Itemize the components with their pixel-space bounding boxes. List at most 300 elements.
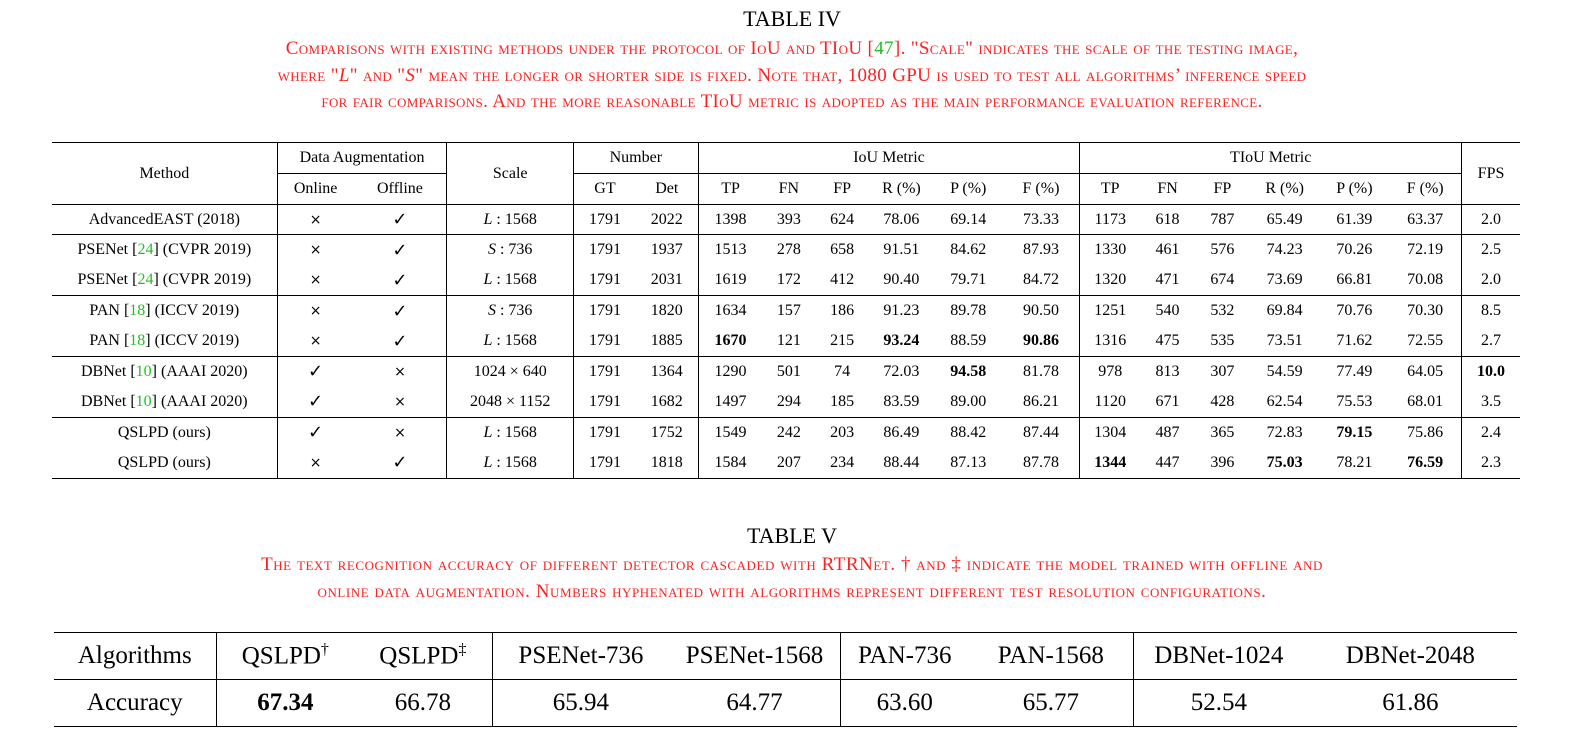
- algorithm-name: PSENet-1568: [685, 642, 824, 669]
- tiou-r-cell: 62.54: [1266, 392, 1303, 410]
- header-iou-tp: TP: [698, 174, 762, 205]
- gt-cell: 1791: [574, 417, 636, 447]
- table5-label: TABLE V: [746, 523, 838, 548]
- tiou-p-cell: 66.81: [1336, 271, 1373, 289]
- iou-fn-cell: 172: [776, 271, 801, 289]
- fps-cell: 2.0: [1462, 265, 1520, 295]
- algorithm-header: [1134, 633, 1304, 680]
- det-cell: 2031: [650, 271, 683, 289]
- caption-segment: " and ": [349, 64, 406, 86]
- gt-cell: 1791: [574, 356, 636, 386]
- citation: 18: [129, 332, 146, 349]
- iou-p-cell: 88.42: [934, 417, 1003, 447]
- method-name: DBNet [: [81, 362, 136, 380]
- det-cell: 1885: [650, 332, 683, 349]
- citation: 24: [137, 271, 154, 289]
- fps-cell: 2.5: [1462, 235, 1520, 265]
- tiou-r-cell: 69.84: [1250, 296, 1320, 326]
- algorithm-header: [1304, 633, 1517, 680]
- table5-caption: [0, 552, 1584, 605]
- scale-cell: [447, 356, 574, 386]
- method-venue: ] (ICCV 2019): [145, 332, 240, 349]
- header-online: Online: [277, 174, 353, 205]
- method-name: AdvancedEAST (2018): [88, 210, 240, 228]
- scale-cell: [447, 326, 574, 356]
- table4-label: TABLE IV: [743, 6, 841, 31]
- cross-icon: ×: [309, 242, 322, 259]
- scale-side: L: [483, 423, 493, 441]
- iou-p-cell: 69.14: [934, 205, 1003, 235]
- offline-cell: [354, 265, 447, 295]
- cross-icon: ×: [309, 333, 322, 349]
- citation: 24: [137, 241, 154, 259]
- tiou-p-cell: 77.49: [1320, 356, 1390, 386]
- row-label-algorithms: Algorithms: [54, 633, 216, 680]
- method-name: PSENet [: [77, 271, 138, 289]
- fps-cell: 2.4: [1462, 417, 1520, 447]
- tiou-tp-cell: 1173: [1080, 205, 1140, 235]
- offline-cell: [354, 448, 447, 478]
- table-row: [52, 326, 1520, 356]
- iou-f-cell: 84.72: [1022, 271, 1059, 289]
- iou-p-cell: 79.71: [950, 271, 987, 289]
- algorithm-name: QSLPD: [241, 642, 321, 670]
- check-icon: ✓: [392, 269, 408, 291]
- scale-value: 2048 × 1152: [469, 392, 551, 410]
- online-cell: [277, 448, 353, 478]
- method-cell: [52, 296, 277, 326]
- tiou-tp-cell: 1330: [1080, 235, 1140, 265]
- caption-segment: " mean the longer or shorter side is fixed. Note that, 1080 GPU is used to test all algorithms’ inference speed: [415, 64, 1307, 86]
- check-icon: ✓: [392, 239, 408, 261]
- tiou-tp-cell: 1251: [1080, 296, 1140, 326]
- tiou-p-cell: 70.26: [1320, 235, 1390, 265]
- scale-side: S: [487, 302, 496, 320]
- caption-segment: Comparisons with existing methods under the protocol of IoU and TIoU [: [285, 38, 875, 59]
- tiou-r-cell: 65.49: [1250, 205, 1320, 235]
- det-cell: 2022: [636, 205, 698, 235]
- tiou-fn-cell: 475: [1155, 332, 1180, 349]
- accuracy-table: [54, 632, 1517, 727]
- scale-side: L: [483, 453, 493, 471]
- tiou-r-cell: 72.83: [1250, 417, 1320, 447]
- iou-tp-cell: 1497: [698, 387, 762, 417]
- tiou-r-cell: 73.69: [1266, 271, 1303, 289]
- iou-fp-cell: 185: [830, 392, 855, 410]
- accuracy-value: 66.78: [394, 689, 451, 716]
- caption-segment: L: [338, 64, 350, 86]
- accuracy-value: 61.86: [1382, 689, 1439, 716]
- iou-r-cell: 91.23: [869, 296, 934, 326]
- tiou-p-cell: 70.76: [1320, 296, 1390, 326]
- scale-cell: [447, 387, 574, 417]
- cross-icon: ×: [394, 363, 406, 380]
- tiou-p-cell: 75.53: [1336, 392, 1373, 410]
- table-row: [52, 205, 1520, 235]
- offline-cell: [354, 387, 447, 417]
- cross-icon: ×: [309, 303, 322, 320]
- det-cell: 1937: [636, 235, 698, 265]
- citation: 10: [135, 362, 152, 380]
- method-venue: ] (AAAI 2020): [151, 392, 248, 410]
- table-row: [52, 265, 1520, 295]
- accuracy-value: 65.94: [492, 680, 669, 727]
- method-cell: [52, 265, 277, 295]
- iou-f-cell: 73.33: [1003, 205, 1080, 235]
- algorithm-name: DBNet-2048: [1345, 642, 1475, 669]
- iou-fn-cell: 121: [776, 332, 801, 349]
- online-cell: [277, 387, 353, 417]
- fps-cell: 3.5: [1462, 387, 1520, 417]
- offline-cell: [354, 417, 447, 447]
- iou-tp-cell: 1584: [698, 448, 762, 478]
- iou-f-cell: 87.78: [1022, 453, 1059, 471]
- accuracy-value: 64.77: [726, 689, 783, 716]
- table-row: [52, 356, 1520, 386]
- accuracy-value: 67.34: [216, 680, 354, 727]
- tiou-fp-cell: 535: [1210, 332, 1235, 349]
- scale-cell: [447, 205, 574, 235]
- accuracy-value: 52.54: [1134, 680, 1304, 727]
- method-name: QSLPD (ours): [117, 453, 211, 471]
- online-cell: [277, 296, 353, 326]
- iou-r-cell: 86.49: [869, 417, 934, 447]
- method-venue: ] (CVPR 2019): [153, 241, 252, 259]
- method-cell: [52, 235, 277, 265]
- method-venue: ] (CVPR 2019): [153, 271, 252, 289]
- iou-f-cell: 87.44: [1003, 417, 1080, 447]
- header-iou-f: F (%): [1022, 180, 1060, 197]
- citation: 18: [129, 302, 146, 320]
- iou-tp-cell: 1513: [698, 235, 762, 265]
- offline-cell: [354, 296, 447, 326]
- method-name: QSLPD (ours): [117, 423, 211, 441]
- header-offline: Offline: [376, 180, 423, 197]
- dagger-mark: †: [320, 641, 329, 659]
- tiou-fp-cell: 674: [1210, 271, 1235, 289]
- iou-r-cell: 93.24: [883, 332, 920, 349]
- check-icon: ✓: [392, 452, 408, 474]
- iou-tp-cell: 1290: [698, 356, 762, 386]
- caption-segment: S: [405, 64, 416, 86]
- iou-fp-cell: 74: [815, 356, 869, 386]
- algorithm-header: [354, 633, 492, 680]
- tiou-fp-cell: 428: [1210, 392, 1235, 410]
- tiou-fn-cell: 540: [1140, 296, 1195, 326]
- tiou-tp-cell: 1120: [1080, 387, 1140, 417]
- table-row: [52, 387, 1520, 417]
- tiou-fp-cell: 576: [1195, 235, 1250, 265]
- header-fps: FPS: [1462, 143, 1520, 205]
- header-iou-p: P (%): [950, 180, 987, 197]
- header-tiou-metric: TIoU Metric: [1080, 143, 1462, 174]
- caption-segment: ]. "Scale" indicates the scale of the testing image,: [893, 38, 1299, 59]
- offline-cell: [354, 356, 447, 386]
- fps-cell: 10.0: [1462, 356, 1520, 386]
- scale-side: L: [483, 210, 493, 228]
- det-cell: 1364: [636, 356, 698, 386]
- scale-value: : 1568: [496, 332, 537, 349]
- online-cell: [277, 326, 353, 356]
- tiou-fp-cell: 532: [1195, 296, 1250, 326]
- table-row: [52, 235, 1520, 265]
- caption-segment: for fair comparisons. And the more reasonable TIoU metric is adopted as the main performance evaluation reference.: [321, 91, 1263, 112]
- header-data-augmentation: Data Augmentation: [277, 143, 447, 174]
- header-iou-r: R (%): [882, 180, 921, 197]
- citation: 10: [135, 392, 152, 410]
- scale-value: : 736: [499, 302, 533, 320]
- fps-cell: 2.7: [1462, 326, 1520, 356]
- iou-tp-cell: 1670: [698, 326, 762, 356]
- iou-f-cell: 90.50: [1003, 296, 1080, 326]
- check-icon: ✓: [392, 300, 408, 322]
- det-cell: 1752: [636, 417, 698, 447]
- header-iou-fp: FP: [833, 180, 852, 197]
- table-row: [52, 417, 1520, 447]
- tiou-p-cell: 61.39: [1320, 205, 1390, 235]
- tiou-tp-cell: 1304: [1080, 417, 1140, 447]
- row-label-accuracy: Accuracy: [86, 689, 183, 716]
- iou-tp-cell: 1634: [698, 296, 762, 326]
- online-cell: [277, 356, 353, 386]
- tiou-tp-cell: 978: [1080, 356, 1140, 386]
- scale-side: L: [483, 271, 493, 289]
- fps-cell: 2.0: [1462, 205, 1520, 235]
- tiou-fp-cell: 307: [1195, 356, 1250, 386]
- offline-cell: [354, 235, 447, 265]
- scale-value: : 1568: [496, 423, 537, 441]
- iou-tp-cell: 1619: [698, 265, 762, 295]
- iou-p-cell: 88.59: [950, 332, 987, 349]
- tiou-f-cell: 72.55: [1407, 332, 1444, 349]
- dagger-mark: ‡: [458, 641, 467, 659]
- iou-f-cell: 81.78: [1003, 356, 1080, 386]
- caption-line: The text recognition accuracy of different detector cascaded with RTRNet. † and ‡ indicate the model trained with offline and: [261, 554, 1323, 575]
- iou-fp-cell: 186: [815, 296, 869, 326]
- table4-caption: [0, 36, 1584, 116]
- iou-r-cell: 78.06: [869, 205, 934, 235]
- header-number: Number: [574, 143, 699, 174]
- iou-p-cell: 89.00: [950, 392, 987, 410]
- algorithm-name: PAN-736: [857, 642, 952, 669]
- scale-side: S: [487, 241, 496, 259]
- scale-cell: [447, 448, 574, 478]
- algorithm-name: DBNet-1024: [1154, 642, 1284, 669]
- tiou-fn-cell: 471: [1155, 271, 1180, 289]
- method-venue: ] (ICCV 2019): [145, 302, 240, 320]
- cross-icon: ×: [309, 211, 322, 228]
- scale-side: L: [483, 332, 493, 349]
- scale-value: : 1568: [496, 210, 537, 228]
- det-cell: 1818: [650, 453, 683, 471]
- scale-cell: [447, 417, 574, 447]
- gt-cell: 1791: [574, 296, 636, 326]
- gt-cell: 1791: [574, 387, 636, 417]
- header-scale: Scale: [447, 143, 574, 205]
- tiou-f-cell: 64.05: [1389, 356, 1461, 386]
- tiou-tp-cell: 1344: [1080, 448, 1140, 478]
- header-tiou-tp: TP: [1080, 174, 1140, 205]
- tiou-tp-cell: 1320: [1080, 265, 1140, 295]
- fps-cell: 8.5: [1462, 296, 1520, 326]
- iou-fp-cell: 203: [815, 417, 869, 447]
- iou-r-cell: 91.51: [869, 235, 934, 265]
- algorithm-name: PSENet-736: [518, 642, 644, 669]
- header-method: Method: [139, 164, 190, 182]
- gt-cell: 1791: [574, 235, 636, 265]
- iou-fn-cell: 393: [762, 205, 815, 235]
- tiou-fn-cell: 487: [1140, 417, 1195, 447]
- iou-fn-cell: 157: [762, 296, 815, 326]
- header-iou-fn: FN: [778, 180, 800, 197]
- accuracy-value: 65.77: [1022, 689, 1079, 716]
- caption-line: [0, 89, 1584, 116]
- iou-fn-cell: 207: [776, 453, 801, 471]
- tiou-f-cell: 72.19: [1389, 235, 1461, 265]
- online-cell: [277, 417, 353, 447]
- offline-cell: [354, 326, 447, 356]
- check-icon: ✓: [308, 391, 324, 413]
- iou-p-cell: 84.62: [934, 235, 1003, 265]
- scale-cell: [447, 296, 574, 326]
- iou-f-cell: 90.86: [1022, 332, 1059, 349]
- algorithm-name: QSLPD: [379, 642, 459, 670]
- method-cell: [52, 448, 277, 478]
- gt-cell: 1791: [574, 265, 636, 295]
- method-cell: [52, 356, 277, 386]
- iou-fp-cell: 215: [830, 332, 855, 349]
- header-tiou-r: R (%): [1265, 180, 1304, 197]
- iou-fn-cell: 501: [762, 356, 815, 386]
- method-cell: [52, 417, 277, 447]
- caption-line: online data augmentation. Numbers hyphenated with algorithms represent different test resolution configurations.: [317, 580, 1267, 602]
- scale-value: : 1568: [496, 453, 537, 471]
- iou-r-cell: 83.59: [883, 392, 920, 410]
- tiou-p-cell: 79.15: [1320, 417, 1390, 447]
- det-cell: 1682: [650, 392, 683, 410]
- scale-value: : 736: [499, 241, 533, 259]
- iou-r-cell: 88.44: [883, 453, 920, 471]
- online-cell: [277, 265, 353, 295]
- algorithm-header: [216, 633, 354, 680]
- caption-line: [0, 36, 1584, 63]
- iou-r-cell: 72.03: [869, 356, 934, 386]
- tiou-fp-cell: 365: [1195, 417, 1250, 447]
- scale-cell: [447, 265, 574, 295]
- iou-fp-cell: 624: [815, 205, 869, 235]
- header-gt: GT: [574, 174, 636, 205]
- iou-r-cell: 90.40: [883, 271, 920, 289]
- iou-p-cell: 94.58: [934, 356, 1003, 386]
- tiou-r-cell: 73.51: [1266, 332, 1303, 349]
- algorithm-header: [669, 633, 840, 680]
- cross-icon: ×: [394, 393, 406, 410]
- scale-value: 1024 × 640: [473, 362, 547, 380]
- header-tiou-f: F (%): [1406, 180, 1444, 197]
- algorithm-header: [492, 633, 669, 680]
- tiou-f-cell: 68.01: [1407, 392, 1444, 410]
- header-tiou-p: P (%): [1336, 180, 1373, 197]
- comparison-table: [52, 142, 1520, 479]
- caption-segment: where ": [277, 64, 339, 86]
- iou-fp-cell: 658: [815, 235, 869, 265]
- iou-p-cell: 89.78: [934, 296, 1003, 326]
- iou-tp-cell: 1549: [698, 417, 762, 447]
- tiou-fp-cell: 787: [1195, 205, 1250, 235]
- iou-fn-cell: 242: [762, 417, 815, 447]
- cross-icon: ×: [394, 424, 406, 441]
- tiou-r-cell: 54.59: [1250, 356, 1320, 386]
- header-tiou-fn: FN: [1157, 180, 1178, 197]
- header-iou-metric: IoU Metric: [698, 143, 1080, 174]
- method-cell: [52, 387, 277, 417]
- accuracy-value: 63.60: [840, 680, 968, 727]
- tiou-p-cell: 71.62: [1336, 332, 1373, 349]
- offline-cell: [354, 205, 447, 235]
- iou-fn-cell: 294: [776, 392, 801, 410]
- method-name: PAN [: [89, 302, 130, 320]
- tiou-fn-cell: 461: [1140, 235, 1195, 265]
- gt-cell: 1791: [574, 205, 636, 235]
- gt-cell: 1791: [574, 448, 636, 478]
- iou-fn-cell: 278: [762, 235, 815, 265]
- tiou-f-cell: 63.37: [1389, 205, 1461, 235]
- tiou-f-cell: 76.59: [1407, 453, 1444, 471]
- check-icon: ✓: [392, 330, 408, 352]
- caption-segment: 47: [874, 38, 894, 59]
- tiou-fn-cell: 447: [1155, 453, 1180, 471]
- tiou-f-cell: 70.08: [1407, 271, 1444, 289]
- tiou-fn-cell: 813: [1140, 356, 1195, 386]
- tiou-fn-cell: 618: [1140, 205, 1195, 235]
- method-name: DBNet [: [81, 392, 136, 410]
- header-tiou-fp: FP: [1213, 180, 1232, 197]
- tiou-fn-cell: 671: [1155, 392, 1180, 410]
- table-row: [52, 296, 1520, 326]
- tiou-f-cell: 70.30: [1389, 296, 1461, 326]
- scale-cell: [447, 235, 574, 265]
- iou-f-cell: 87.93: [1003, 235, 1080, 265]
- algorithm-name: PAN-1568: [997, 642, 1104, 669]
- iou-f-cell: 86.21: [1022, 392, 1059, 410]
- tiou-fp-cell: 396: [1210, 453, 1235, 471]
- iou-fp-cell: 412: [830, 271, 855, 289]
- table-row: [52, 448, 1520, 478]
- tiou-p-cell: 78.21: [1336, 453, 1373, 471]
- tiou-r-cell: 75.03: [1266, 453, 1303, 471]
- method-name: PAN [: [89, 332, 130, 349]
- cross-icon: ×: [309, 272, 322, 289]
- header-det: Det: [655, 180, 679, 197]
- check-icon: ✓: [308, 361, 324, 383]
- online-cell: [277, 235, 353, 265]
- iou-p-cell: 87.13: [950, 453, 987, 471]
- check-icon: ✓: [308, 422, 324, 444]
- iou-fp-cell: 234: [830, 453, 855, 471]
- fps-cell: 2.3: [1462, 448, 1520, 478]
- tiou-tp-cell: 1316: [1080, 326, 1140, 356]
- method-venue: ] (AAAI 2020): [151, 362, 248, 380]
- det-cell: 1820: [636, 296, 698, 326]
- method-cell: [52, 326, 277, 356]
- cross-icon: ×: [309, 454, 322, 471]
- scale-value: : 1568: [496, 271, 537, 289]
- check-icon: ✓: [392, 209, 408, 231]
- tiou-f-cell: 75.86: [1389, 417, 1461, 447]
- method-name: PSENet [: [77, 241, 138, 259]
- online-cell: [277, 205, 353, 235]
- algorithm-header: [840, 633, 968, 680]
